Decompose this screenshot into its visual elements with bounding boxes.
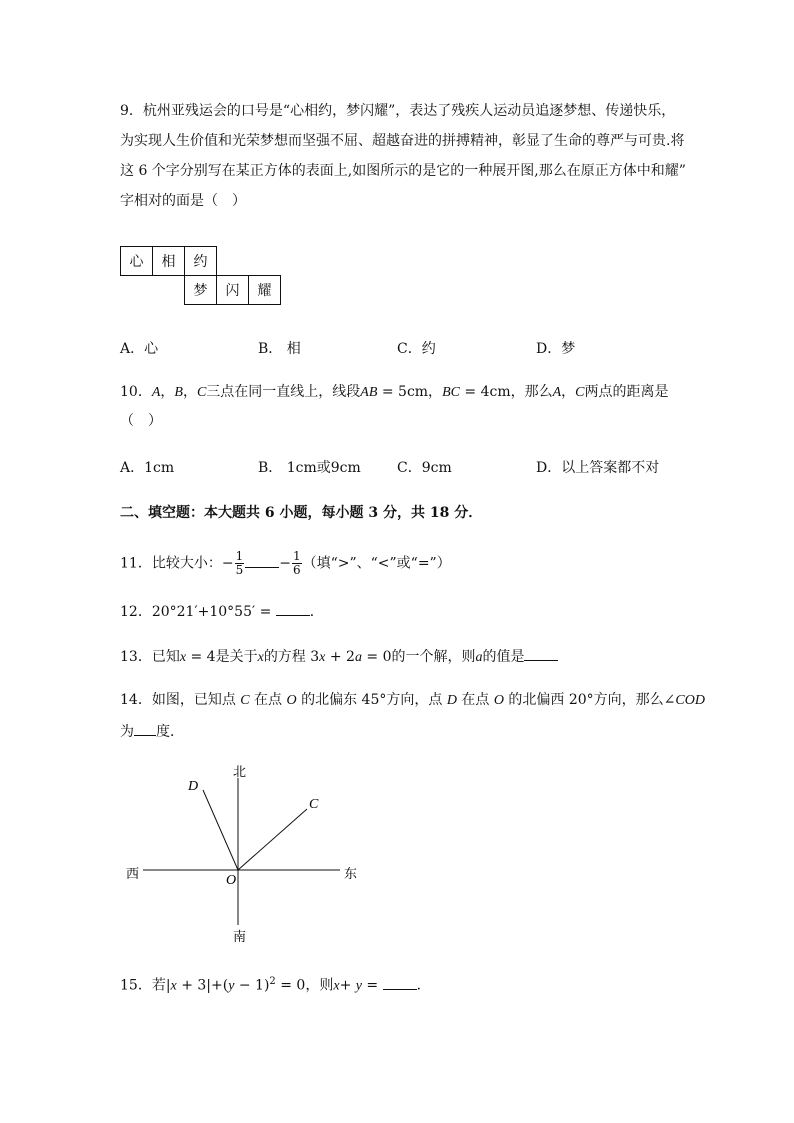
q14-line-2: 为 度． xyxy=(120,721,184,742)
q11: 11．比较大小：− $\frac{1}{5}$ − $\frac{1}{6}$ （填“>”、“<”或“=”） xyxy=(120,549,451,577)
q9-option-b: B． 相 xyxy=(258,341,301,357)
net-cell: 相 xyxy=(153,247,185,276)
q9-option-d: D．梦 xyxy=(536,341,576,357)
point-o-label: O xyxy=(226,873,237,888)
net-cell: 心 xyxy=(121,247,153,276)
q12: 12．20°21′+10°55′ = ． xyxy=(120,601,324,622)
q10-option-a: A．1cm xyxy=(120,460,175,476)
section-2-header: 二、填空题：本大题共 6 小题，每小题 3 分，共 18 分． xyxy=(120,505,483,521)
q9-line-1: 9．杭州亚残运会的口号是“心相约，梦闪耀”，表达了残疾人运动员追逐梦想、传递快乐， xyxy=(120,103,676,119)
q9-line-4: 字相对的面是（ ） xyxy=(120,193,246,209)
point-c-label: C xyxy=(309,797,319,812)
q13: 13．已知x = 4是关于x的方程 3x + 2a = 0的一个解，则a的值是 xyxy=(120,646,558,668)
q9-line-3: 这 6 个字分别写在某正方体的表面上,如图所示的是它的一种展开图,那么在原正方体中和耀” xyxy=(120,163,686,179)
q9-line-2: 为实现人生价值和光荣梦想而坚强不屈、超越奋进的拼搏精神，彰显了生命的尊严与可贵.将 xyxy=(120,133,685,149)
q10-option-b: B． 1cm或9cm xyxy=(258,460,361,476)
q10-paren: （ ） xyxy=(120,413,162,429)
north-label: 北 xyxy=(233,765,247,780)
q9-option-c: C．约 xyxy=(397,341,436,357)
q10-line-1: 10．A，B，C三点在同一直线上，线段AB = 5cm，BC = 4cm，那么A，C两点的距离是 xyxy=(120,384,669,400)
east-label: 东 xyxy=(344,867,358,882)
q15: 15．若$|x + 3|+(y - 1)^2 = 0$，则x+ y = ． xyxy=(120,976,431,994)
q14-line-1: 14．如图，已知点 C 在点 O 的北偏东 45°方向，点 D 在点 O 的北偏西 20°方向，那么∠COD xyxy=(120,692,705,708)
q10-option-c: C．9cm xyxy=(397,460,452,476)
point-d-label: D xyxy=(188,779,199,794)
q10-option-d: D．以上答案都不对 xyxy=(536,460,660,476)
q9-option-a: A．心 xyxy=(120,341,159,357)
net-cell: 梦 xyxy=(185,276,217,305)
net-cell: 约 xyxy=(185,247,217,276)
net-cell: 耀 xyxy=(249,276,281,305)
south-label: 南 xyxy=(233,930,247,945)
net-cell: 闪 xyxy=(217,276,249,305)
west-label: 西 xyxy=(126,867,140,882)
